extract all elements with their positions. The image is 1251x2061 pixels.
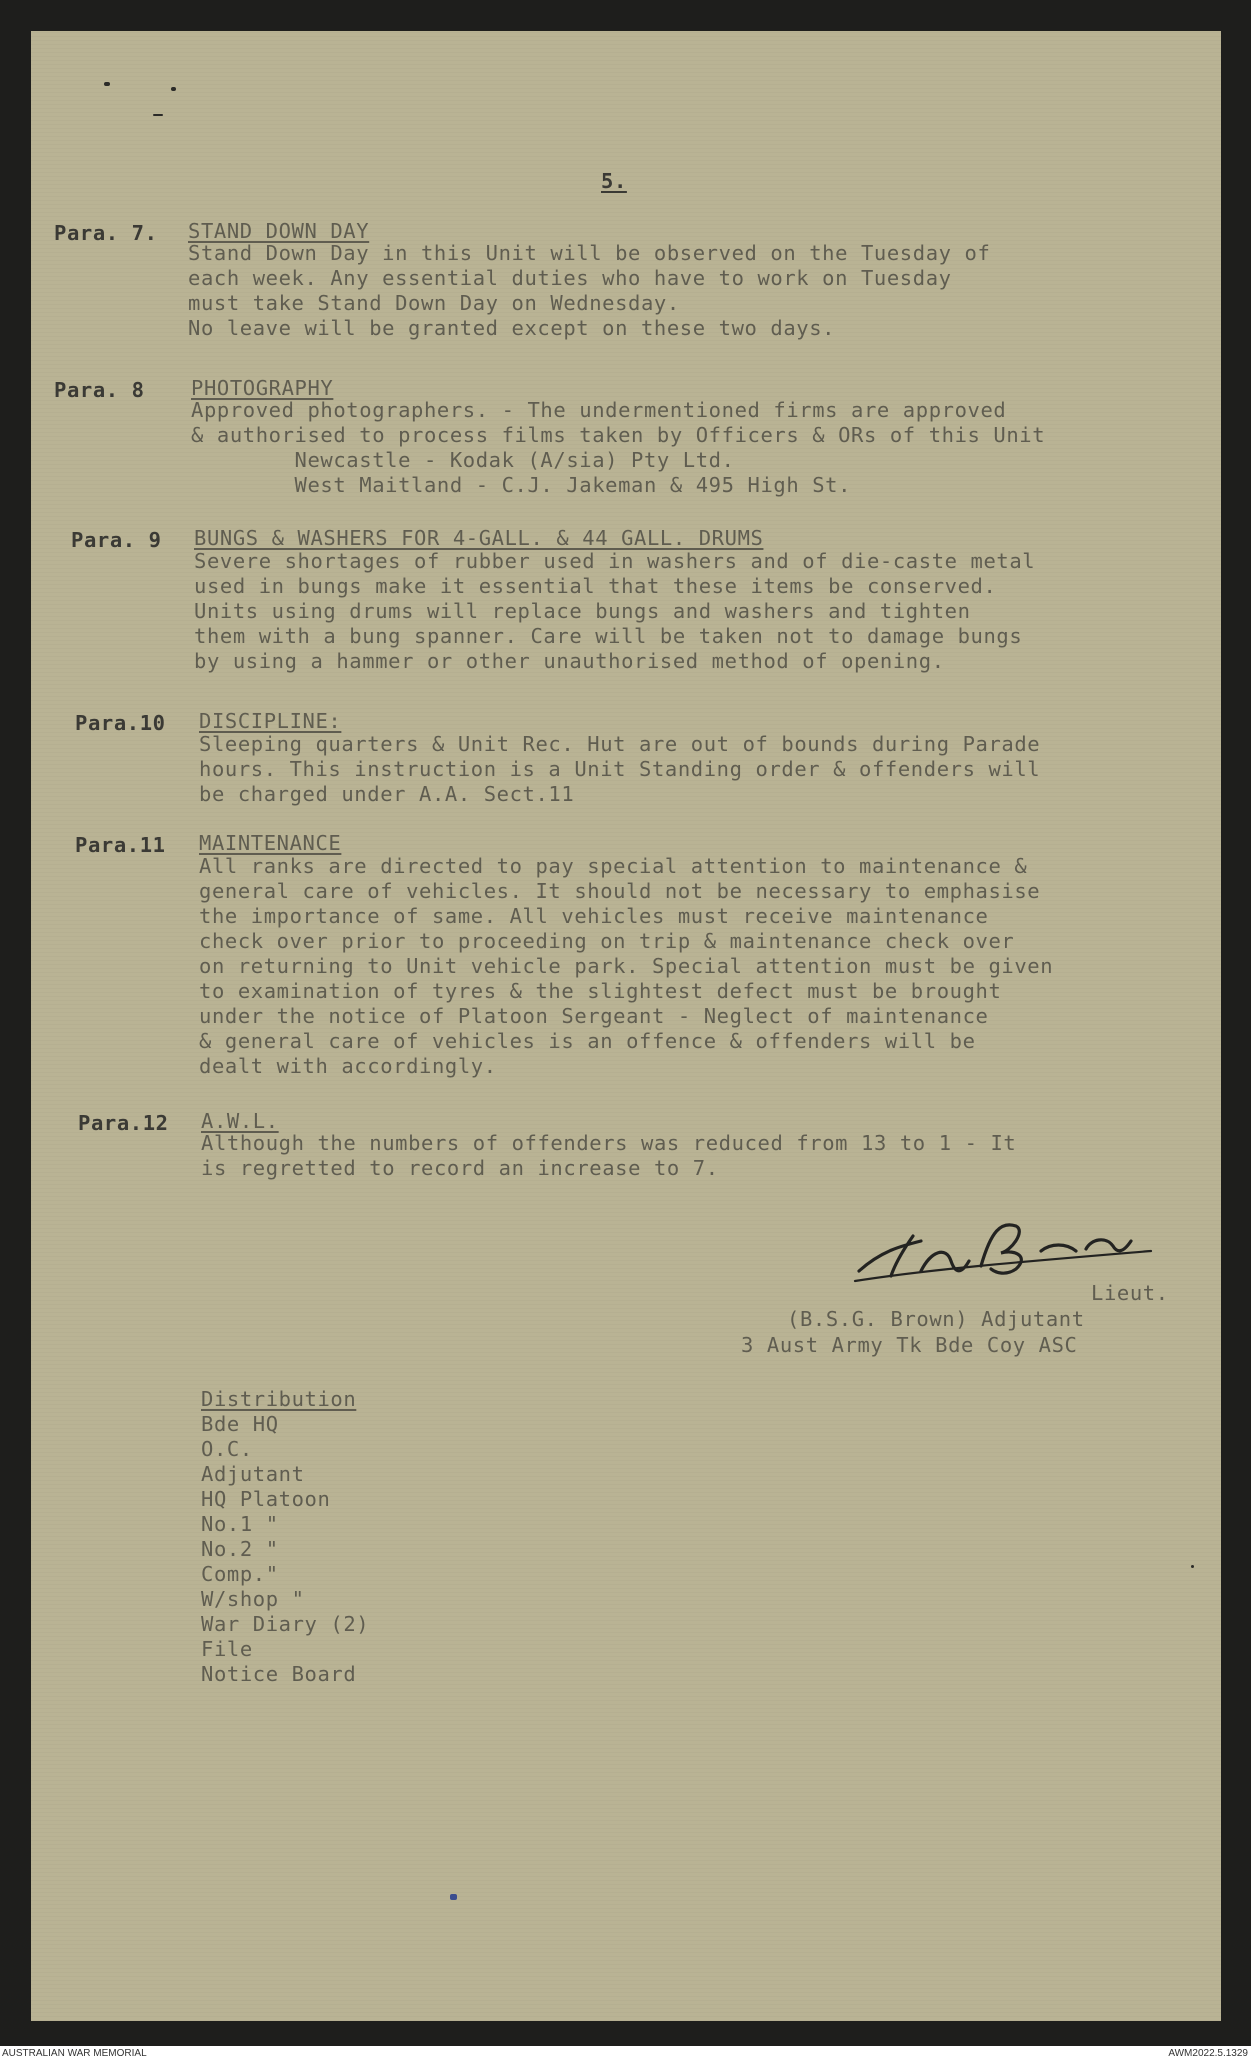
distribution-item: No.2 " xyxy=(201,1537,279,1561)
distribution-item: O.C. xyxy=(201,1437,253,1461)
section-line: check over prior to proceeding on trip & maintenance check over xyxy=(199,929,1015,953)
distribution-item: Comp." xyxy=(201,1562,279,1586)
section-line: is regretted to record an increase to 7. xyxy=(201,1156,719,1180)
distribution-item: HQ Platoon xyxy=(201,1487,331,1511)
signature-unit: 3 Aust Army Tk Bde Coy ASC xyxy=(741,1333,1078,1357)
ink-speck xyxy=(153,114,163,116)
archive-footer xyxy=(0,2046,1251,2061)
section-line: Stand Down Day in this Unit will be observed on the Tuesday of xyxy=(188,241,991,265)
section-label: Para.12 xyxy=(78,1111,169,1135)
section-line: each week. Any essential duties who have to work on Tuesday xyxy=(188,266,952,290)
section-line: All ranks are directed to pay special attention to maintenance & xyxy=(199,854,1028,878)
section-heading: PHOTOGRAPHY xyxy=(191,376,334,400)
section-heading: A.W.L. xyxy=(201,1109,279,1133)
signature-name: (B.S.G. Brown) Adjutant xyxy=(787,1307,1085,1331)
section-heading: STAND DOWN DAY xyxy=(188,219,370,243)
footer-reference: AWM2022.5.1329 xyxy=(1168,2048,1248,2059)
section-line: Severe shortages of rubber used in washers and of die-caste metal xyxy=(194,549,1036,573)
section-line: & general care of vehicles is an offence & offenders will be xyxy=(199,1029,976,1053)
section-line: to examination of tyres & the slightest defect must be brought xyxy=(199,979,1002,1003)
section-label: Para. 8 xyxy=(54,378,145,402)
section-line: under the notice of Platoon Sergeant - Neglect of maintenance xyxy=(199,1004,989,1028)
distribution-item: Notice Board xyxy=(201,1662,357,1686)
ink-speck xyxy=(104,82,110,86)
distribution-heading: Distribution xyxy=(201,1387,357,1411)
section-line: hours. This instruction is a Unit Standing order & offenders will xyxy=(199,757,1041,781)
section-heading: MAINTENANCE xyxy=(199,831,342,855)
section-line: on returning to Unit vehicle park. Special attention must be given xyxy=(199,954,1054,978)
section-label: Para.10 xyxy=(75,711,166,735)
footer-source: AUSTRALIAN WAR MEMORIAL xyxy=(2,2048,147,2059)
section-line: Sleeping quarters & Unit Rec. Hut are out of bounds during Parade xyxy=(199,732,1041,756)
section-line: them with a bung spanner. Care will be taken not to damage bungs xyxy=(194,624,1023,648)
section-line: used in bungs make it essential that these items be conserved. xyxy=(194,574,997,598)
signature-rank: Lieut. xyxy=(1091,1281,1169,1305)
distribution-item: Bde HQ xyxy=(201,1412,279,1436)
section-label: Para. 9 xyxy=(71,528,162,552)
section-heading: BUNGS & WASHERS FOR 4-GALL. & 44 GALL. DRUMS xyxy=(194,526,764,550)
distribution-item: No.1 " xyxy=(201,1512,279,1536)
ink-speck xyxy=(1191,1565,1194,1568)
section-line: dealt with accordingly. xyxy=(199,1054,497,1078)
distribution-item: W/shop " xyxy=(201,1587,305,1611)
section-line: by using a hammer or other unauthorised method of opening. xyxy=(194,649,945,673)
section-label: Para. 7. xyxy=(54,221,158,245)
distribution-item: Adjutant xyxy=(201,1462,305,1486)
section-label: Para.11 xyxy=(75,833,166,857)
distribution-item: File xyxy=(201,1637,253,1661)
section-line: Units using drums will replace bungs and washers and tighten xyxy=(194,599,971,623)
section-line: general care of vehicles. It should not be necessary to emphasise xyxy=(199,879,1041,903)
section-line: be charged under A.A. Sect.11 xyxy=(199,782,575,806)
page-number: 5. xyxy=(601,169,627,193)
section-line: & authorised to process films taken by Officers & ORs of this Unit xyxy=(191,423,1046,447)
section-line: must take Stand Down Day on Wednesday. xyxy=(188,291,680,315)
distribution-item: War Diary (2) xyxy=(201,1612,370,1636)
section-line: Newcastle - Kodak (A/sia) Pty Ltd. xyxy=(191,448,735,472)
section-line: Although the numbers of offenders was reduced from 13 to 1 - It xyxy=(201,1131,1017,1155)
section-line: Approved photographers. - The undermentioned firms are approved xyxy=(191,398,1007,422)
section-line: No leave will be granted except on these two days. xyxy=(188,316,836,340)
section-line: West Maitland - C.J. Jakeman & 495 High St. xyxy=(191,473,852,497)
section-line: the importance of same. All vehicles must receive maintenance xyxy=(199,904,989,928)
section-heading: DISCIPLINE: xyxy=(199,709,342,733)
blue-ink-speck xyxy=(450,1894,457,1900)
document-page xyxy=(31,31,1221,2021)
ink-speck xyxy=(171,87,176,91)
